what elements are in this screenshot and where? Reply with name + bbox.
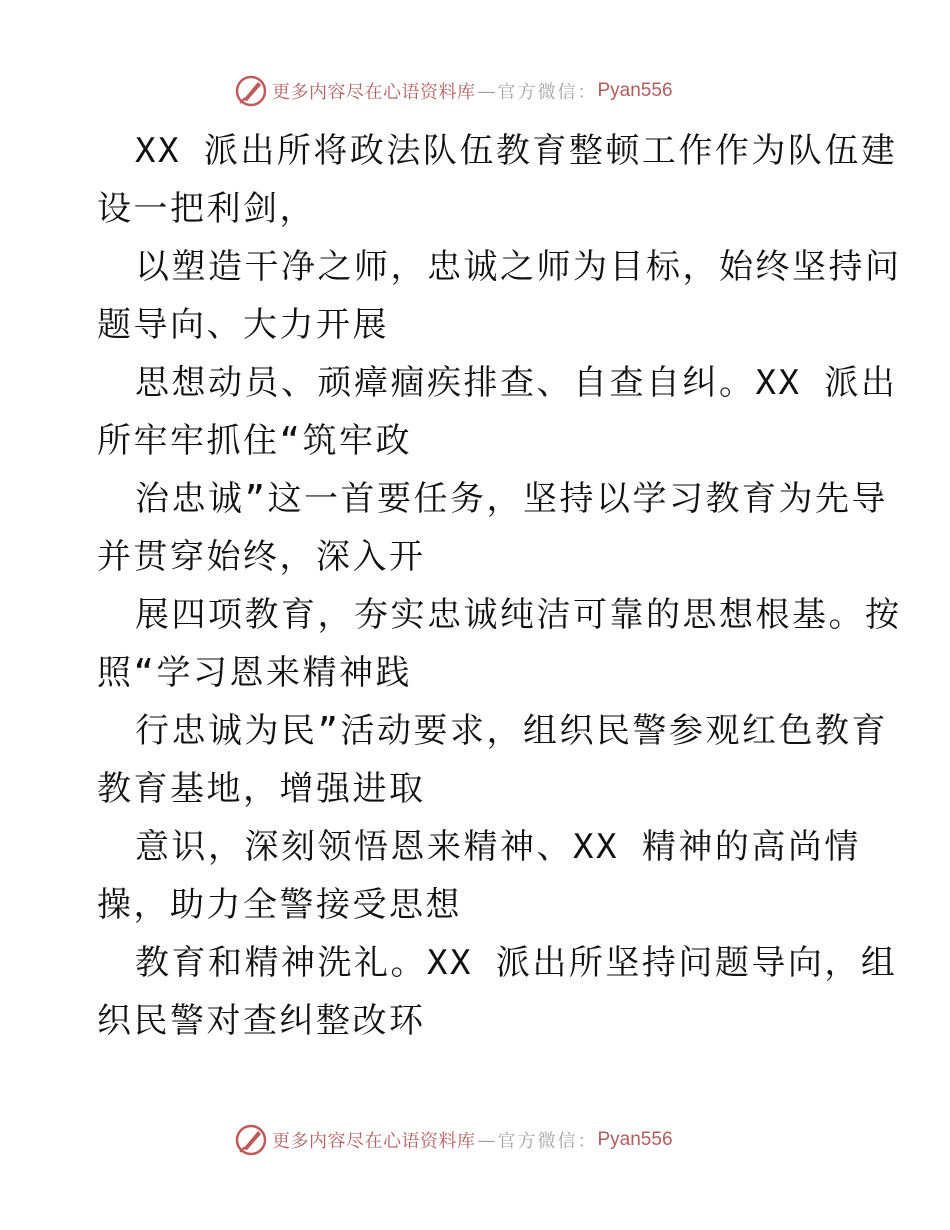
quill-logo-icon xyxy=(234,74,268,108)
banner-label: 官方微信： xyxy=(497,1131,598,1152)
footer-banner xyxy=(234,1123,673,1157)
text-line: 织民警对查纠整改环 xyxy=(97,1001,426,1041)
text-line: 所牢牢抓住“筑牢政 xyxy=(97,421,412,461)
text-line: 操，助力全警接受思想 xyxy=(97,885,462,925)
banner-separator: — xyxy=(477,80,496,102)
banner-text: 更多内容尽在心语资料库 xyxy=(272,1131,476,1152)
text-line: 以塑造干净之师，忠诚之师为目标，始终坚持问 xyxy=(135,247,902,287)
text-line: 并贯穿始终，深入开 xyxy=(97,537,426,577)
banner-separator: — xyxy=(477,1129,496,1151)
text-line: 意识，深刻领悟恩来精神、XX 精神的高尚情 xyxy=(135,827,861,867)
text-line: 思想动员、顽瘴痼疾排查、自查自纠。XX 派出 xyxy=(135,363,898,403)
text-line: XX 派出所将政法队伍教育整顿工作作为队伍建 xyxy=(135,131,898,171)
banner-text: 更多内容尽在心语资料库 xyxy=(272,82,476,103)
quill-logo-icon xyxy=(234,1123,268,1157)
text-line: 行忠诚为民”活动要求，组织民警参观红色教育 xyxy=(135,711,888,751)
banner-wechat-id: Pyan556 xyxy=(597,80,673,101)
text-line: 教育和精神洗礼。XX 派出所坚持问题导向，组 xyxy=(135,943,898,983)
body-text xyxy=(97,122,902,1050)
text-line: 教育基地，增强进取 xyxy=(97,769,426,809)
banner-wechat-id: Pyan556 xyxy=(597,1129,673,1150)
text-line: 设一把利剑， xyxy=(97,189,316,229)
text-line: 治忠诚”这一首要任务，坚持以学习教育为先导 xyxy=(135,479,888,519)
text-line: 照“学习恩来精神践 xyxy=(97,653,412,693)
text-line: 展四项教育，夯实忠诚纯洁可靠的思想根基。按 xyxy=(135,595,902,635)
header-banner xyxy=(234,74,673,108)
banner-label: 官方微信： xyxy=(497,82,598,103)
text-line: 题导向、大力开展 xyxy=(97,305,389,345)
